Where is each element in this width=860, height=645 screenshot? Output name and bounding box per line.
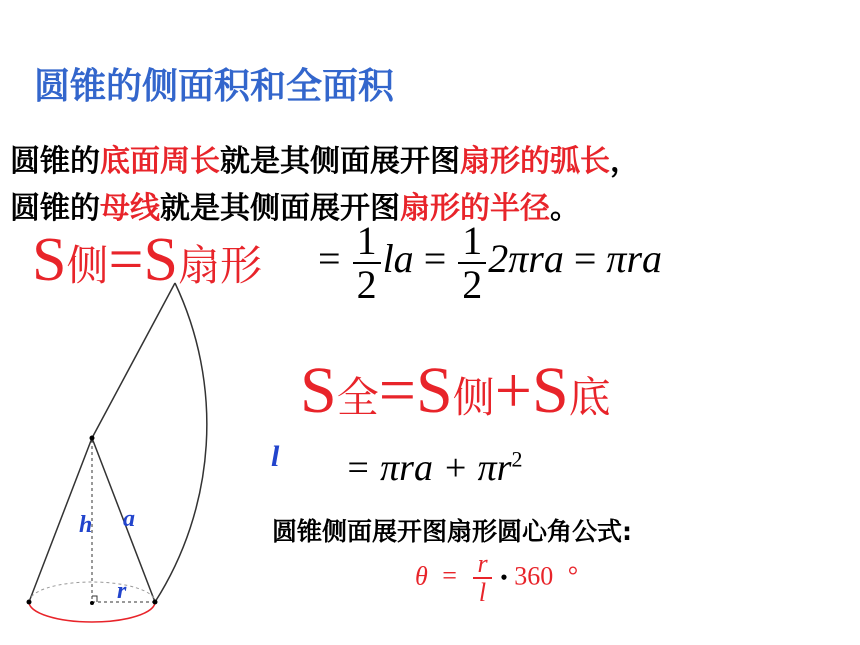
formula-total-area-lhs xyxy=(300,353,611,429)
subscript-total: 全 xyxy=(336,376,379,422)
term-pira: πra xyxy=(606,236,663,282)
angle-value: 360 xyxy=(514,561,554,591)
symbol-s: S xyxy=(300,354,337,427)
text: 圆锥的 xyxy=(10,191,100,226)
formula-total-area-rhs xyxy=(345,446,522,490)
apex-point xyxy=(90,436,95,441)
center-point xyxy=(90,601,94,605)
fraction-half xyxy=(353,220,381,306)
symbol-s: S xyxy=(531,354,569,427)
equals-sign: = xyxy=(108,226,144,294)
multiply-dot: • xyxy=(500,564,508,590)
subscript-sector: 扇形 xyxy=(177,244,262,290)
base-point-right xyxy=(153,600,158,605)
symbol-s: S xyxy=(32,226,67,294)
page-title: 圆锥的侧面积和全面积 xyxy=(34,66,395,107)
subscript-side: 侧 xyxy=(66,244,109,290)
formula-side-area-rhs xyxy=(318,220,662,306)
fraction-r-over-l xyxy=(473,550,491,607)
term-2pira: 2πra xyxy=(488,236,564,282)
equals-sign: = xyxy=(423,236,447,282)
text: ， xyxy=(610,144,640,179)
highlight-text: 扇形的半径 xyxy=(400,191,550,226)
formula-side-area-lhs xyxy=(32,225,262,296)
theta-symbol: θ xyxy=(415,561,428,591)
equals-sign: = xyxy=(318,236,341,282)
equals-sign: = xyxy=(442,561,457,591)
numerator: r xyxy=(473,550,491,579)
central-angle-formula xyxy=(415,550,578,607)
angle-formula-caption: 圆锥侧面展开图扇形圆心角公式: xyxy=(272,517,632,546)
highlight-text: 扇形的弧长 xyxy=(460,144,610,179)
label-l: l xyxy=(271,440,280,473)
symbol-s: S xyxy=(143,226,178,294)
exponent: 2 xyxy=(511,446,523,472)
subscript-base: 底 xyxy=(568,376,611,422)
degree-symbol: ° xyxy=(567,561,579,591)
subscript-side: 侧 xyxy=(452,376,495,422)
term-la: la xyxy=(382,236,414,282)
sector-arc xyxy=(155,283,207,602)
denominator: 2 xyxy=(462,262,483,307)
text: 。 xyxy=(550,191,580,226)
base-point-left xyxy=(27,600,32,605)
highlight-text: 母线 xyxy=(100,191,160,226)
sector-radius-line xyxy=(92,283,175,438)
fraction-half xyxy=(458,220,486,306)
text: 就是其侧面展开图 xyxy=(160,191,400,226)
label-a: a xyxy=(123,506,135,532)
expression: = πra + πr xyxy=(345,447,512,489)
numerator: 1 xyxy=(458,220,486,264)
label-h: h xyxy=(79,512,93,538)
right-angle-mark xyxy=(92,596,97,602)
plus-sign: + xyxy=(494,354,532,427)
text: 就是其侧面展开图 xyxy=(220,144,460,179)
highlight-text: 底面周长 xyxy=(100,144,220,179)
label-r: r xyxy=(117,578,127,604)
denominator: l xyxy=(478,578,487,608)
text: 圆锥的 xyxy=(10,144,100,179)
denominator: 2 xyxy=(356,262,377,307)
symbol-s: S xyxy=(415,354,453,427)
equals-sign: = xyxy=(378,354,416,427)
numerator: 1 xyxy=(353,220,381,264)
equals-sign: = xyxy=(573,236,597,282)
